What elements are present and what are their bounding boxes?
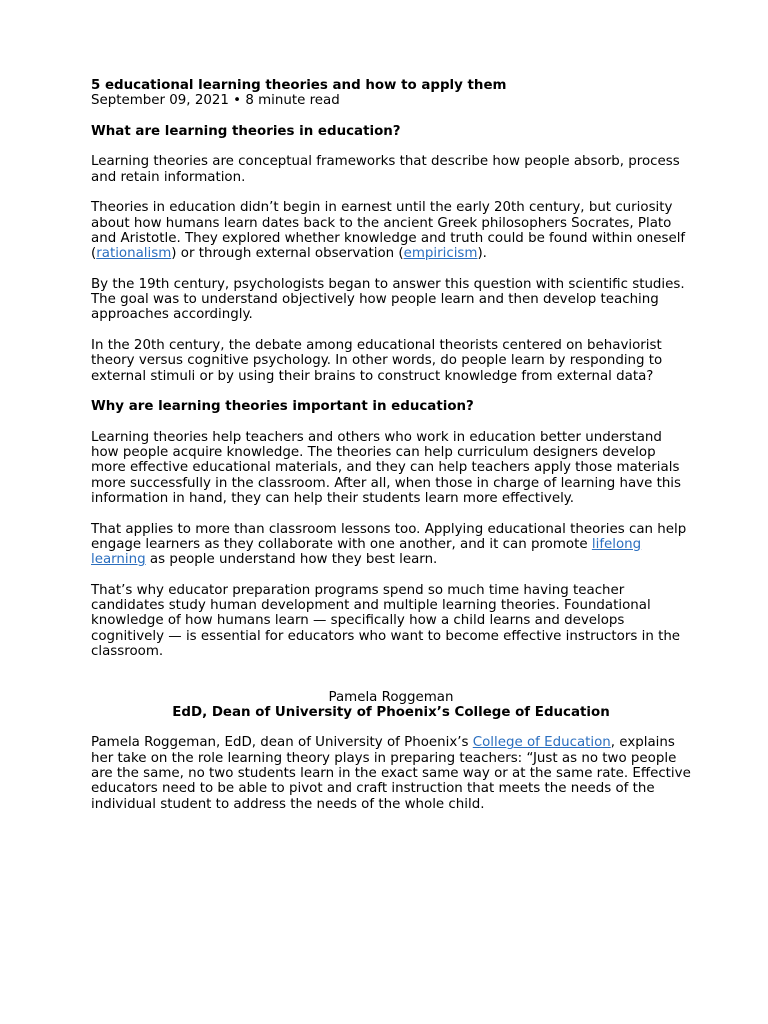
paragraph-history-text-a: Theories in education didn’t begin in earnest until the early 20th century, but curiosity about how humans learn dates back to the ancient Greek philosophers Socrates, Plato and Aristotle. They explored whether knowledge and truth could be found within oneself ( [91, 200, 686, 262]
profile-block [91, 690, 691, 721]
article-title: 5 educational learning theories and how to apply them [91, 78, 507, 93]
paragraph-definition: Learning theories are conceptual frameworks that describe how people absorb, process and retain information. [91, 154, 680, 185]
rationalism-link[interactable]: rationalism [96, 246, 172, 262]
paragraph-history [91, 200, 691, 261]
article-body [91, 78, 691, 827]
section-heading-why: Why are learning theories important in education? [91, 399, 474, 415]
empiricism-link[interactable]: empiricism [403, 246, 478, 262]
article-meta: September 09, 2021 • 8 minute read [91, 93, 340, 109]
college-of-education-link[interactable]: College of Education [472, 735, 611, 751]
paragraph-quote-text-a: Pamela Roggeman, EdD, dean of University of Phoenix’s [91, 735, 473, 751]
paragraph-applications-text-b: as people understand how they best learn. [145, 552, 438, 568]
paragraph-importance: Learning theories help teachers and others who work in education better understand how people acquire knowledge. The theories can help curriculum designers develop more effective educational materials, and they can help teachers apply those materials more successfully in the classroom. After all, when those in charge of learning have this information in hand, they can help their students learn more effectively. [91, 429, 682, 507]
paragraph-history-text-b: ) or through external observation ( [171, 246, 404, 262]
paragraph-applications-text-a: That applies to more than classroom lessons too. Applying educational theories can help engage learners as they collaborate with one another, and it can promote [91, 521, 687, 552]
paragraph-20th-century: In the 20th century, the debate among educational theorists centered on behaviorist theory versus cognitive psychology. In other words, do people learn by responding to external stimuli or by using their brains to construct knowledge from external data? [91, 338, 663, 384]
spacer [91, 675, 691, 690]
paragraph-quote [91, 735, 691, 811]
paragraph-19th-century: By the 19th century, psychologists began to answer this question with scientific studies. The goal was to understand objectively how people learn and then develop teaching approaches accordingly. [91, 276, 685, 323]
paragraph-history-text-c: ). [477, 246, 487, 262]
profile-role: EdD, Dean of University of Phoenix’s College of Education [172, 704, 610, 720]
paragraph-preparation: That’s why educator preparation programs spend so much time having teacher candidates study human development and multiple learning theories. Foundational knowledge of how humans learn — specifically how a child learns and develops cognitively — is essential for educators who want to become effective instructors in the classroom. [91, 582, 681, 659]
profile-name: Pamela Roggeman [328, 689, 454, 705]
lifelong-learning-link[interactable]: lifelong learning [91, 536, 642, 568]
paragraph-quote-text-b: , explains her take on the role learning theory plays in preparing teachers: “Just as no two people are the same, no two students learn in the exact same way or at the same rate. Effective educators need to be able to pivot and craft instruction that meets the needs of the individual student to address the needs of the whole child. [91, 735, 691, 812]
article-header [91, 78, 691, 109]
paragraph-applications [91, 522, 691, 568]
section-heading-what: What are learning theories in education? [91, 123, 401, 139]
